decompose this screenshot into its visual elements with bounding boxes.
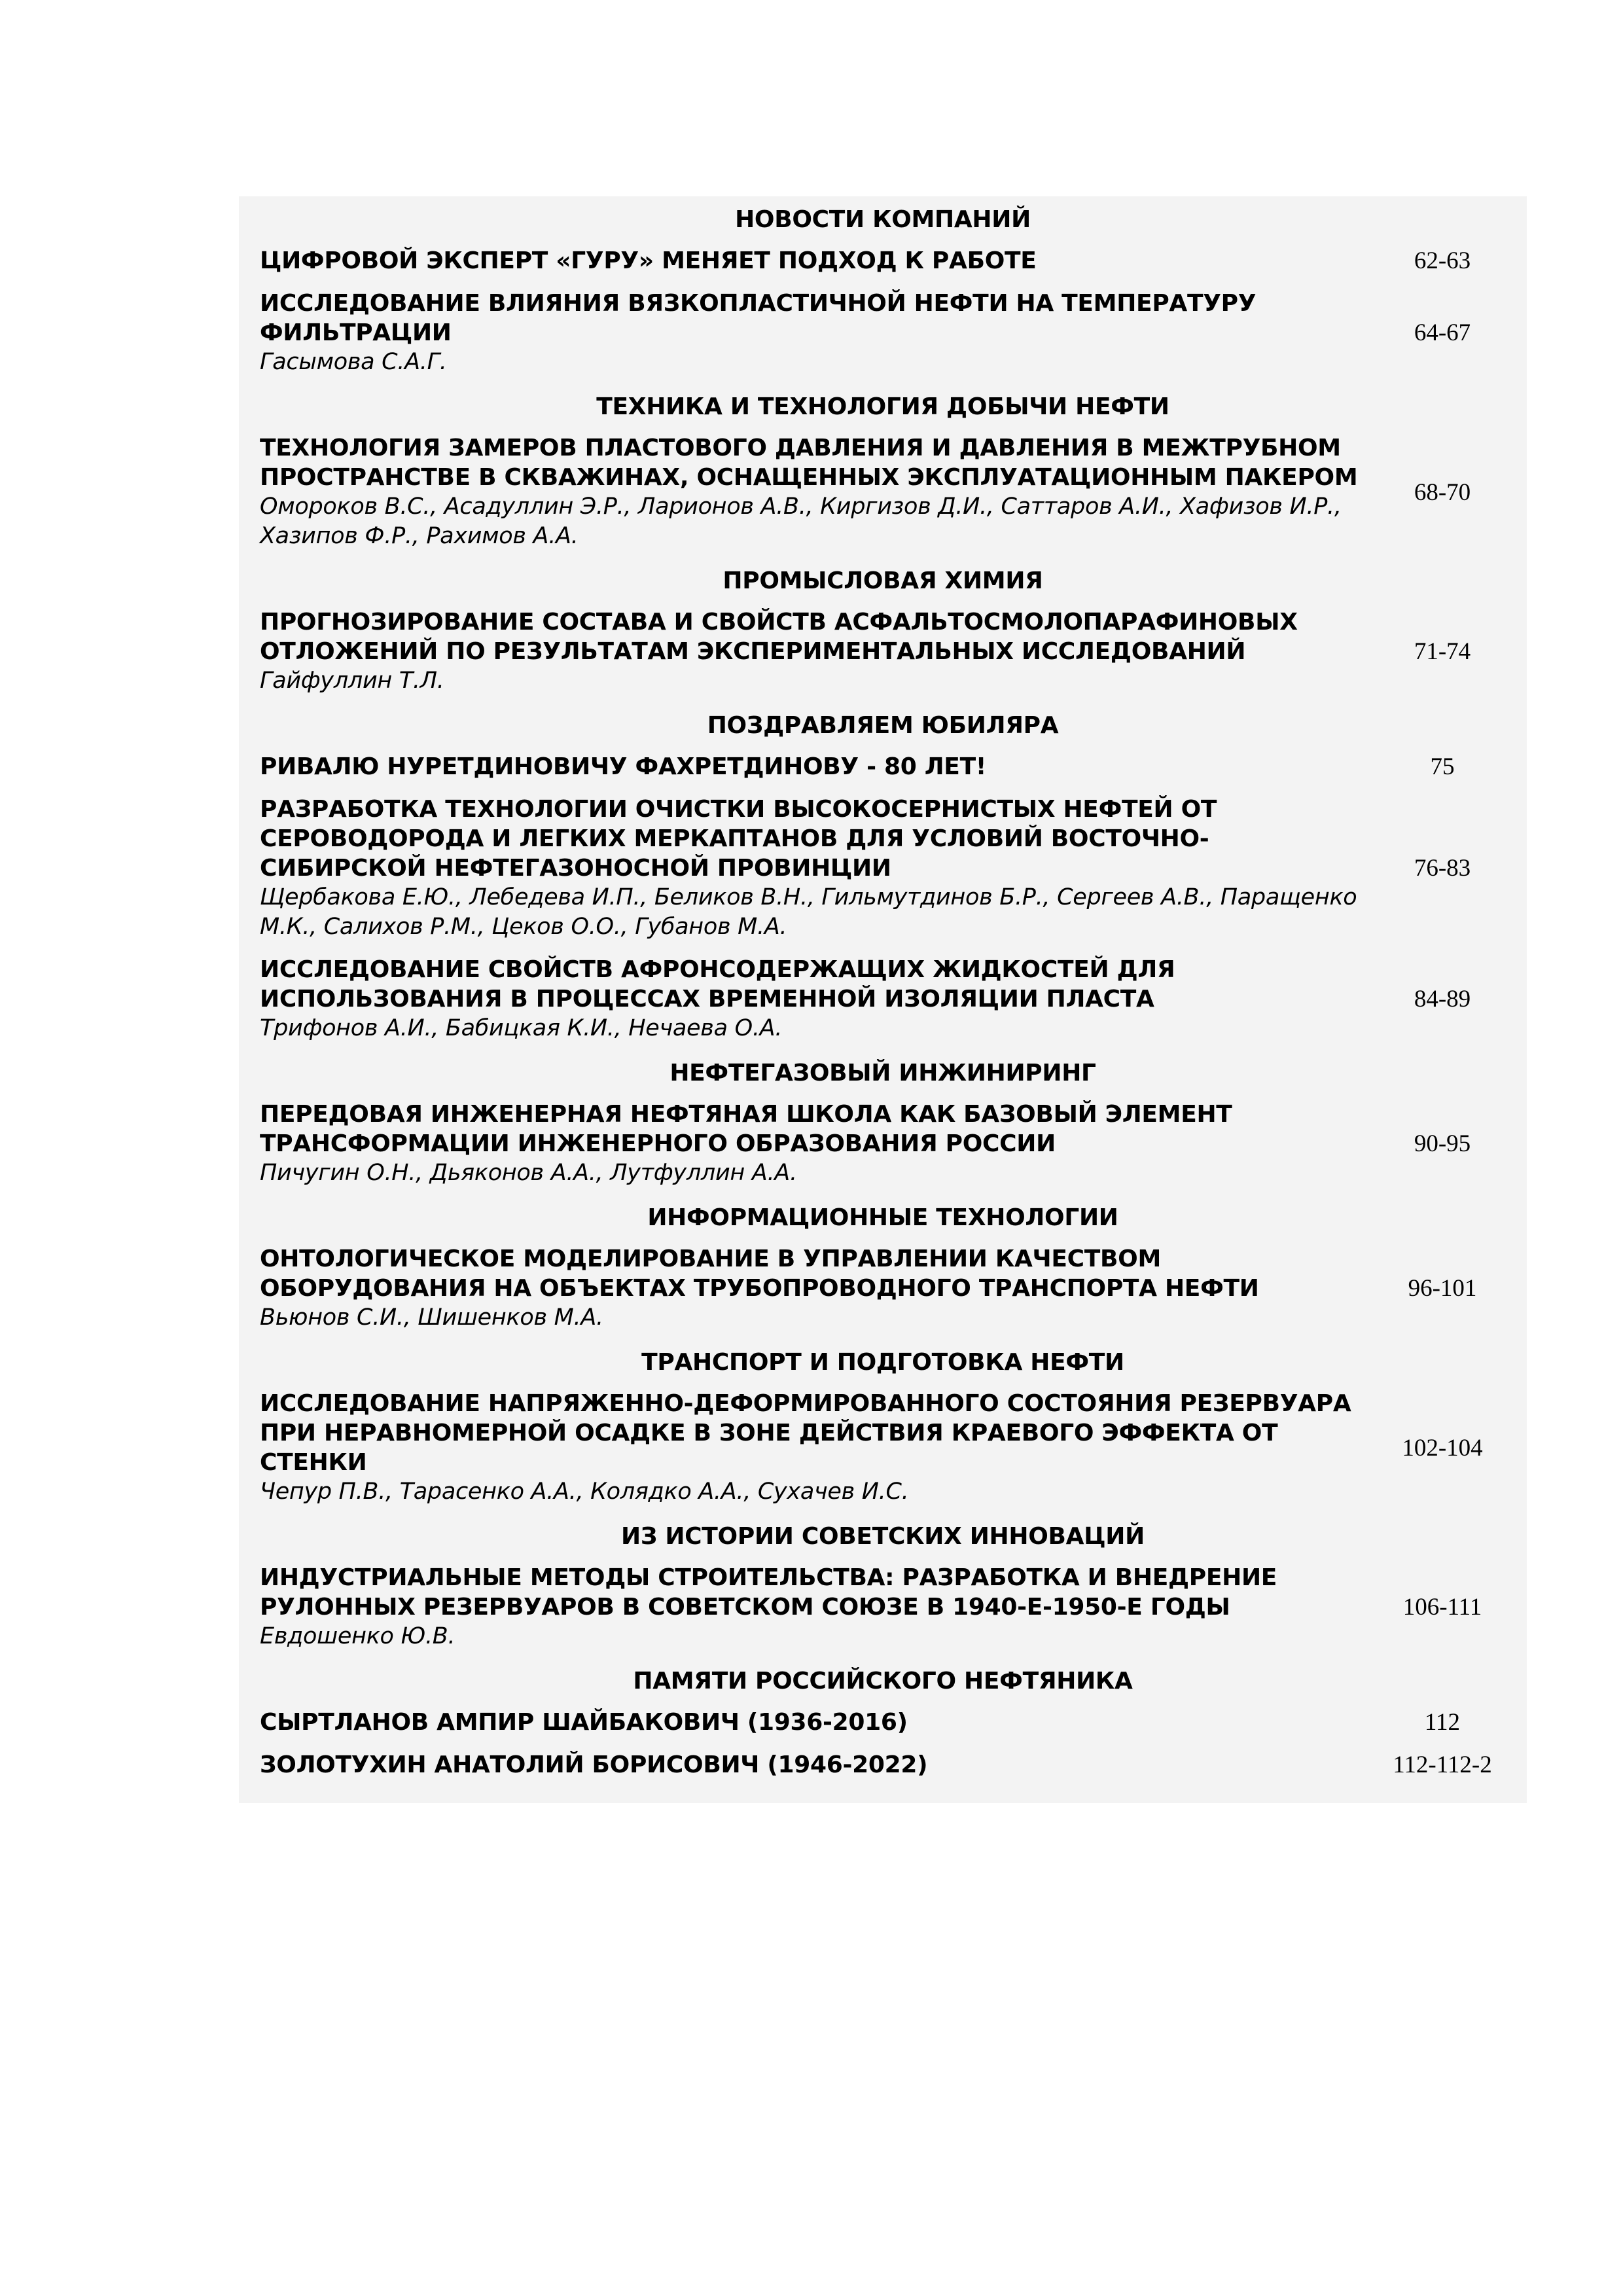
- article-title: ОНТОЛОГИЧЕСКОЕ МОДЕЛИРОВАНИЕ В УПРАВЛЕНИИ КАЧЕСТВОМ ОБОРУДОВАНИЯ НА ОБЪЕКТАХ ТРУБОПРОВОДНОГО ТРАНСПОРТА НЕФТИ: [260, 1246, 1259, 1302]
- article-title: ИССЛЕДОВАНИЕ СВОЙСТВ АФРОНСОДЕРЖАЩИХ ЖИДКОСТЕЙ ДЛЯ ИСПОЛЬЗОВАНИЯ В ПРОЦЕССАХ ВРЕМЕННОЙ ИЗОЛЯЦИИ ПЛАСТА: [260, 956, 1175, 1013]
- article-title: ЗОЛОТУХИН АНАТОЛИЙ БОРИСОВИЧ (1946-2022): [260, 1751, 928, 1778]
- page-range: 75: [1430, 753, 1455, 780]
- table-of-contents: [239, 196, 1527, 1803]
- section-heading: ПРОМЫСЛОВАЯ ХИМИЯ: [722, 567, 1043, 594]
- article-authors: Вьюнов С.И., Шишенков М.А.: [260, 1304, 603, 1331]
- section-heading: ИЗ ИСТОРИИ СОВЕТСКИХ ИННОВАЦИЙ: [621, 1523, 1145, 1550]
- entry-text: [239, 607, 1358, 696]
- toc-entry[interactable]: [239, 1556, 1527, 1658]
- page-range: 64-67: [1414, 319, 1471, 346]
- article-title: ПРОГНОЗИРОВАНИЕ СОСТАВА И СВОЙСТВ АСФАЛЬТОСМОЛОПАРАФИНОВЫХ ОТЛОЖЕНИЙ ПО РЕЗУЛЬТАТАМ ЭКСПЕРИМЕНТАЛЬНЫХ ИССЛЕДОВАНИЙ: [260, 609, 1298, 665]
- entry-text: [239, 1563, 1358, 1651]
- entry-text: [239, 246, 1358, 276]
- article-authors: Гайфуллин Т.Л.: [260, 668, 444, 694]
- section-heading: ТЕХНИКА И ТЕХНОЛОГИЯ ДОБЫЧИ НЕФТИ: [596, 393, 1169, 420]
- article-title: ИНДУСТРИАЛЬНЫЕ МЕТОДЫ СТРОИТЕЛЬСТВА: РАЗРАБОТКА И ВНЕДРЕНИЕ РУЛОННЫХ РЕЗЕРВУАРОВ В СОВЕТСКОМ СОЮЗЕ В 1940-Е-1950-Е ГОДЫ: [260, 1564, 1277, 1621]
- toc-entry[interactable]: [239, 240, 1527, 282]
- article-authors: Омороков В.С., Асадуллин Э.Р., Ларионов А.В., Киргизов Д.И., Саттаров А.И., Хафизов И.Р., Хазипов Ф.Р., Рахимов А.А.: [260, 493, 1342, 549]
- toc-entry[interactable]: [239, 1701, 1527, 1744]
- article-authors: Трифонов А.И., Бабицкая К.И., Нечаева О.А.: [260, 1015, 783, 1041]
- toc-entry[interactable]: [239, 427, 1527, 558]
- article-title: СЫРТЛАНОВ АМПИР ШАЙБАКОВИЧ (1936-2016): [260, 1709, 908, 1736]
- entry-text: [239, 795, 1358, 942]
- toc-entry[interactable]: [239, 1744, 1527, 1786]
- article-title: ИССЛЕДОВАНИЕ ВЛИЯНИЯ ВЯЗКОПЛАСТИЧНОЙ НЕФТИ НА ТЕМПЕРАТУРУ ФИЛЬТРАЦИИ: [260, 290, 1257, 346]
- page-range: 76-83: [1414, 855, 1471, 882]
- entry-text: [239, 752, 1358, 781]
- section-heading: ИНФОРМАЦИОННЫЕ ТЕХНОЛОГИИ: [647, 1204, 1118, 1231]
- article-authors: Пичугин О.Н., Дьяконов А.А., Лутфуллин А.А.: [260, 1160, 797, 1186]
- entry-text: [239, 1244, 1358, 1333]
- toc-entry[interactable]: [239, 745, 1527, 788]
- entry-text: [239, 1100, 1358, 1188]
- page-range: 102-104: [1402, 1434, 1483, 1462]
- article-authors: Щербакова Е.Ю., Лебедева И.П., Беликов В.Н., Гильмутдинов Б.Р., Сергеев А.В., Паращенко М.К., Салихов Р.М., Цеков О.О., Губанов М.А.: [260, 884, 1357, 940]
- toc-entry[interactable]: [239, 1093, 1527, 1194]
- page-range: 96-101: [1408, 1275, 1477, 1302]
- article-authors: Гасымова С.А.Г.: [260, 349, 447, 375]
- page-range: 68-70: [1414, 478, 1471, 506]
- page-range: 90-95: [1414, 1130, 1471, 1157]
- article-title: ТЕХНОЛОГИЯ ЗАМЕРОВ ПЛАСТОВОГО ДАВЛЕНИЯ И ДАВЛЕНИЯ В МЕЖТРУБНОМ ПРОСТРАНСТВЕ В СКВАЖИНАХ, ОСНАЩЕННЫХ ЭКСПЛУАТАЦИОННЫМ ПАКЕРОМ: [260, 435, 1358, 491]
- page-range: 62-63: [1414, 247, 1471, 274]
- page-range: 112: [1424, 1709, 1461, 1736]
- entry-text: [239, 1708, 1358, 1737]
- page-range: 71-74: [1414, 638, 1471, 665]
- page-range: 84-89: [1414, 986, 1471, 1013]
- page-range: 106-111: [1402, 1594, 1482, 1621]
- toc-entry[interactable]: [239, 601, 1527, 702]
- section-heading: ПАМЯТИ РОССИЙСКОГО НЕФТЯНИКА: [633, 1668, 1133, 1695]
- entry-text: [239, 955, 1358, 1043]
- article-title: ИССЛЕДОВАНИЕ НАПРЯЖЕННО-ДЕФОРМИРОВАННОГО СОСТОЯНИЯ РЕЗЕРВУАРА ПРИ НЕРАВНОМЕРНОЙ ОСАДКЕ В ЗОНЕ ДЕЙСТВИЯ КРАЕВОГО ЭФФЕКТА ОТ СТЕНКИ: [260, 1390, 1351, 1476]
- entry-text: [239, 433, 1358, 551]
- section-heading: ТРАНСПОРТ И ПОДГОТОВКА НЕФТИ: [641, 1349, 1124, 1376]
- article-title: ПЕРЕДОВАЯ ИНЖЕНЕРНАЯ НЕФТЯНАЯ ШКОЛА КАК БАЗОВЫЙ ЭЛЕМЕНТ ТРАНСФОРМАЦИИ ИНЖЕНЕРНОГО ОБРАЗОВАНИЯ РОССИИ: [260, 1101, 1232, 1157]
- entry-text: [239, 1750, 1358, 1780]
- toc-entry[interactable]: [239, 282, 1527, 384]
- section-heading: НОВОСТИ КОМПАНИЙ: [735, 206, 1031, 233]
- article-authors: Чепур П.В., Тарасенко А.А., Колядко А.А., Сухачев И.С.: [260, 1479, 909, 1505]
- section-heading: НЕФТЕГАЗОВЫЙ ИНЖИНИРИНГ: [669, 1060, 1096, 1086]
- entry-text: [239, 289, 1358, 377]
- article-authors: Евдошенко Ю.В.: [260, 1623, 455, 1649]
- toc-entry[interactable]: [239, 1382, 1527, 1513]
- entry-text: [239, 1389, 1358, 1507]
- article-title: РИВАЛЮ НУРЕТДИНОВИЧУ ФАХРЕТДИНОВУ - 80 ЛЕТ!: [260, 753, 986, 780]
- page-range: 112-112-2: [1393, 1751, 1492, 1778]
- article-title: ЦИФРОВОЙ ЭКСПЕРТ «ГУРУ» МЕНЯЕТ ПОДХОД К РАБОТЕ: [260, 247, 1037, 274]
- toc-entry[interactable]: [239, 948, 1527, 1050]
- section-heading: ПОЗДРАВЛЯЕМ ЮБИЛЯРА: [707, 712, 1059, 739]
- toc-entry[interactable]: [239, 788, 1527, 948]
- toc-entry[interactable]: [239, 1238, 1527, 1339]
- article-title: РАЗРАБОТКА ТЕХНОЛОГИИ ОЧИСТКИ ВЫСОКОСЕРНИСТЫХ НЕФТЕЙ ОТ СЕРОВОДОРОДА И ЛЕГКИХ МЕРКАПТАНОВ ДЛЯ УСЛОВИЙ ВОСТОЧНО-СИБИРСКОЙ НЕФТЕГАЗОНОСНОЙ ПРОВИНЦИИ: [260, 796, 1217, 882]
